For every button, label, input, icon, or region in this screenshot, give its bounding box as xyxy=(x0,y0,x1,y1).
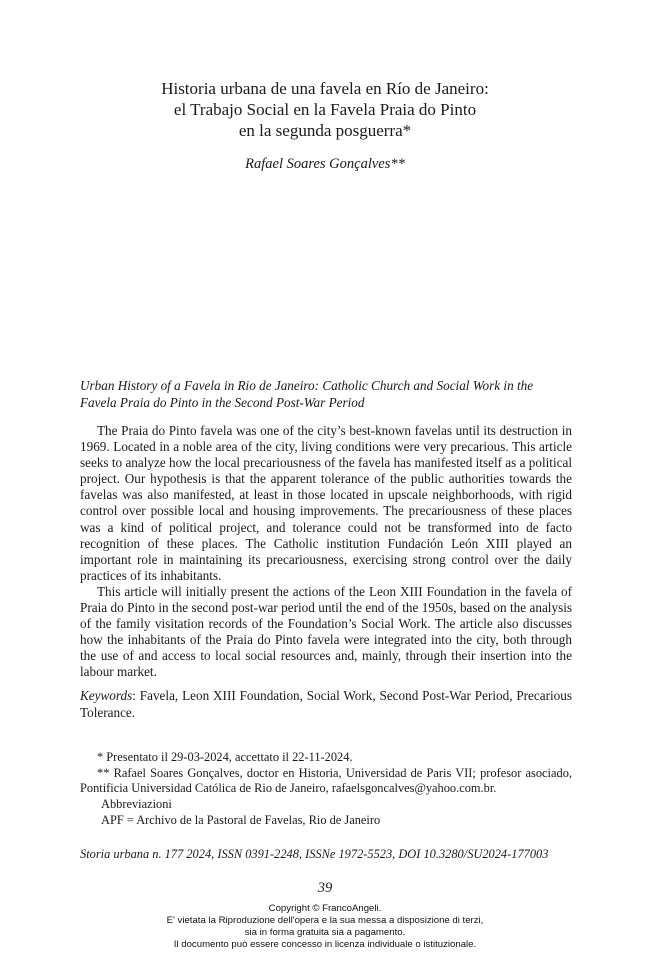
copyright-line-2: E' vietata la Riproduzione dell'opera e la sua messa a disposizione di terzi, xyxy=(166,915,484,926)
copyright-line-4: Il documento può essere concesso in licenza individuale o istituzionale. xyxy=(173,939,477,950)
title-line-3: en la segunda posguerra* xyxy=(238,121,412,140)
page-number: 39 xyxy=(317,880,333,896)
title-line-2: el Trabajo Social en la Favela Praia do Pinto xyxy=(173,100,477,119)
footnote-dates: * Presentato il 29-03-2024, accettato il 22-11-2024. xyxy=(97,750,353,764)
article-title xyxy=(60,78,590,141)
abbreviations-heading: Abbreviazioni xyxy=(101,797,172,812)
keywords xyxy=(80,688,572,721)
keywords-label: Keywords xyxy=(80,688,133,703)
footnotes xyxy=(80,750,572,829)
journal-citation: Storia urbana n. 177 2024, ISSN 0391-2248, ISSNe 1972-5523, DOI 10.3280/SU2024-177003 xyxy=(80,847,549,861)
keywords-text: : Favela, Leon XIII Foundation, Social Work, Second Post-War Period, Precarious Tolerance. xyxy=(80,688,572,720)
title-line-1: Historia urbana de una favela en Río de Janeiro: xyxy=(161,79,489,98)
author-name: Rafael Soares Gonçalves** xyxy=(245,156,405,172)
copyright-line-3: sia in forma gratuita sia a pagamento. xyxy=(244,927,406,938)
copyright-line-1: Copyright © FrancoAngeli. xyxy=(268,903,382,914)
copyright-notice xyxy=(0,903,650,951)
abstract-paragraph-2: This article will initially present the actions of the Leon XIII Foundation in the favela of Praia do Pinto in the second post-war period until the end of the 1950s, based on the analysis of the family visitation records of the Foundation’s Social Work. The article also discusses how the inhabitants of the Praia do Pinto favela were integrated into the city, both through the use of and access to local social resources and, mainly, through their insertion into the labour market. xyxy=(80,583,572,680)
english-title: Urban History of a Favela in Rio de Janeiro: Catholic Church and Social Work in the Favela Praia do Pinto in the Second Post-War Period xyxy=(80,378,534,410)
footnote-author: ** Rafael Soares Gonçalves, doctor en Historia, Universidad de Paris VII; profesor asociado, Pontificia Universidad Católica de Rio de Janeiro, rafaelsgoncalves@yahoo.com.br. xyxy=(80,765,572,796)
abstract-paragraph-1: The Praia do Pinto favela was one of the city’s best-known favelas until its destruction in 1969. Located in a noble area of the city, living conditions were very precarious. This article seeks to analyze how the local precariousness of the favela has manifested itself as a political project. Our hypothesis is that the apparent tolerance of the public authorities towards the favelas was also manifested, at least in those located in upscale neighborhoods, with rigid control over possible local and housing improvements. The precariousness of these places was a kind of political project, and tolerance could not be transformed into de facto recognition of these places. The Catholic institution Fundación León XIII played an important role in maintaining its precariousness, exercising strong control over the daily practices of its inhabitants. xyxy=(80,423,572,583)
abstract xyxy=(80,423,572,681)
abbreviation-item: APF = Archivo de la Pastoral de Favelas, Rio de Janeiro xyxy=(101,812,381,827)
